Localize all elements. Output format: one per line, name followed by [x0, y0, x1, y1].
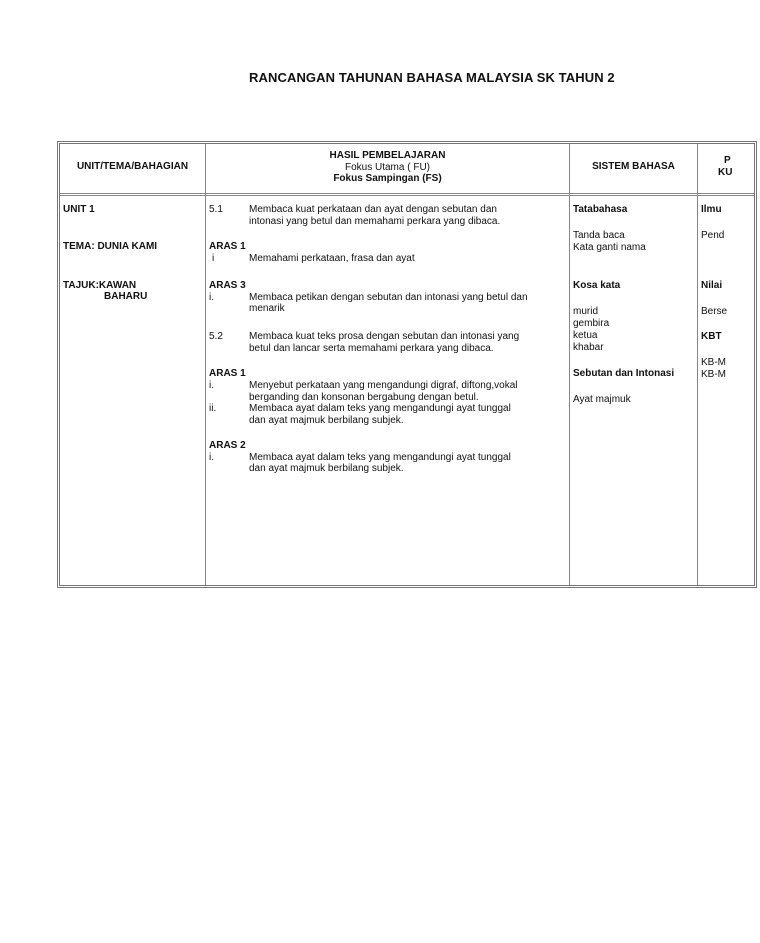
item-number: i.	[209, 292, 214, 303]
header-hasil-line1: HASIL PEMBELAJARAN	[329, 150, 446, 161]
item-text: dan ayat majmuk berbilang subjek.	[249, 415, 404, 426]
item-text: menarik	[249, 303, 285, 314]
header-cut-line2: KU	[718, 166, 733, 178]
item-number: i.	[209, 380, 214, 391]
tajuk-line2: BAHARU	[104, 291, 148, 302]
item-number: i.	[209, 452, 214, 463]
aras-heading: ARAS 3	[209, 280, 246, 291]
tajuk-line1: TAJUK:KAWAN	[63, 280, 137, 291]
last-berse: Berse	[701, 306, 728, 317]
sistem-word: khabar	[573, 342, 604, 353]
item-number: 5.2	[209, 331, 223, 342]
item-text: betul dan lancar serta memahami perkara yang dibaca.	[249, 343, 494, 354]
col-divider-1	[205, 144, 206, 585]
item-text: Membaca ayat dalam teks yang mengandungi ayat tunggal	[249, 452, 511, 463]
item-text: intonasi yang betul dan memahami perkara yang dibaca.	[249, 216, 501, 227]
col-divider-3	[697, 144, 698, 585]
last-kbm: KB-M	[701, 357, 726, 368]
sistem-tatabahasa: Tatabahasa	[573, 204, 628, 215]
sistem-word: gembira	[573, 318, 610, 329]
last-ilmu: Ilmu	[701, 204, 722, 215]
col-divider-2	[569, 144, 570, 585]
sistem-ayat-majmuk: Ayat majmuk	[573, 394, 631, 405]
page-title: RANCANGAN TAHUNAN BAHASA MALAYSIA SK TAHUN 2	[249, 70, 615, 85]
sistem-word: murid	[573, 306, 599, 317]
sistem-tanda-baca: Tanda baca	[573, 230, 625, 241]
header-hasil-line2: Fokus Utama ( FU)	[344, 161, 430, 173]
header-cut	[710, 155, 760, 178]
aras-heading: ARAS 1	[209, 368, 246, 379]
sistem-kata-ganti: Kata ganti nama	[573, 242, 646, 253]
header-hasil	[206, 150, 569, 185]
item-text: Membaca ayat dalam teks yang mengandungi ayat tunggal	[249, 403, 511, 414]
sistem-sebutan: Sebutan dan Intonasi	[573, 368, 675, 379]
last-kbm: KB-M	[701, 369, 726, 380]
header-separator	[60, 193, 754, 196]
last-pend: Pend	[701, 230, 725, 241]
item-text: berganding dan konsonan bergabung dengan betul.	[249, 392, 479, 403]
item-text: Memahami perkataan, frasa dan ayat	[249, 253, 415, 264]
item-number: 5.1	[209, 204, 223, 215]
last-kbt: KBT	[701, 331, 722, 342]
item-text: Membaca kuat perkataan dan ayat dengan sebutan dan	[249, 204, 497, 215]
aras-heading: ARAS 2	[209, 440, 246, 451]
tema-label: TEMA: DUNIA KAMI	[63, 241, 158, 252]
item-number: i	[212, 253, 215, 264]
item-text: dan ayat majmuk berbilang subjek.	[249, 463, 404, 474]
header-unit: UNIT/TEMA/BAHAGIAN	[76, 161, 189, 172]
sistem-word: ketua	[573, 330, 598, 341]
header-hasil-line3: Fokus Sampingan (FS)	[333, 173, 442, 184]
header-cut-line1: P	[724, 155, 731, 166]
last-nilai: Nilai	[701, 280, 723, 291]
unit-label: UNIT 1	[63, 204, 95, 215]
aras-heading: ARAS 1	[209, 241, 246, 252]
item-text: Menyebut perkataan yang mengandungi digraf, diftong,vokal	[249, 380, 518, 391]
sistem-kosa-kata: Kosa kata	[573, 280, 621, 291]
item-number: ii.	[209, 403, 217, 414]
item-text: Membaca petikan dengan sebutan dan intonasi yang betul dan	[249, 292, 528, 303]
plan-table	[57, 141, 757, 588]
header-sistem: SISTEM BAHASA	[592, 161, 675, 172]
item-text: Membaca kuat teks prosa dengan sebutan dan intonasi yang	[249, 331, 520, 342]
